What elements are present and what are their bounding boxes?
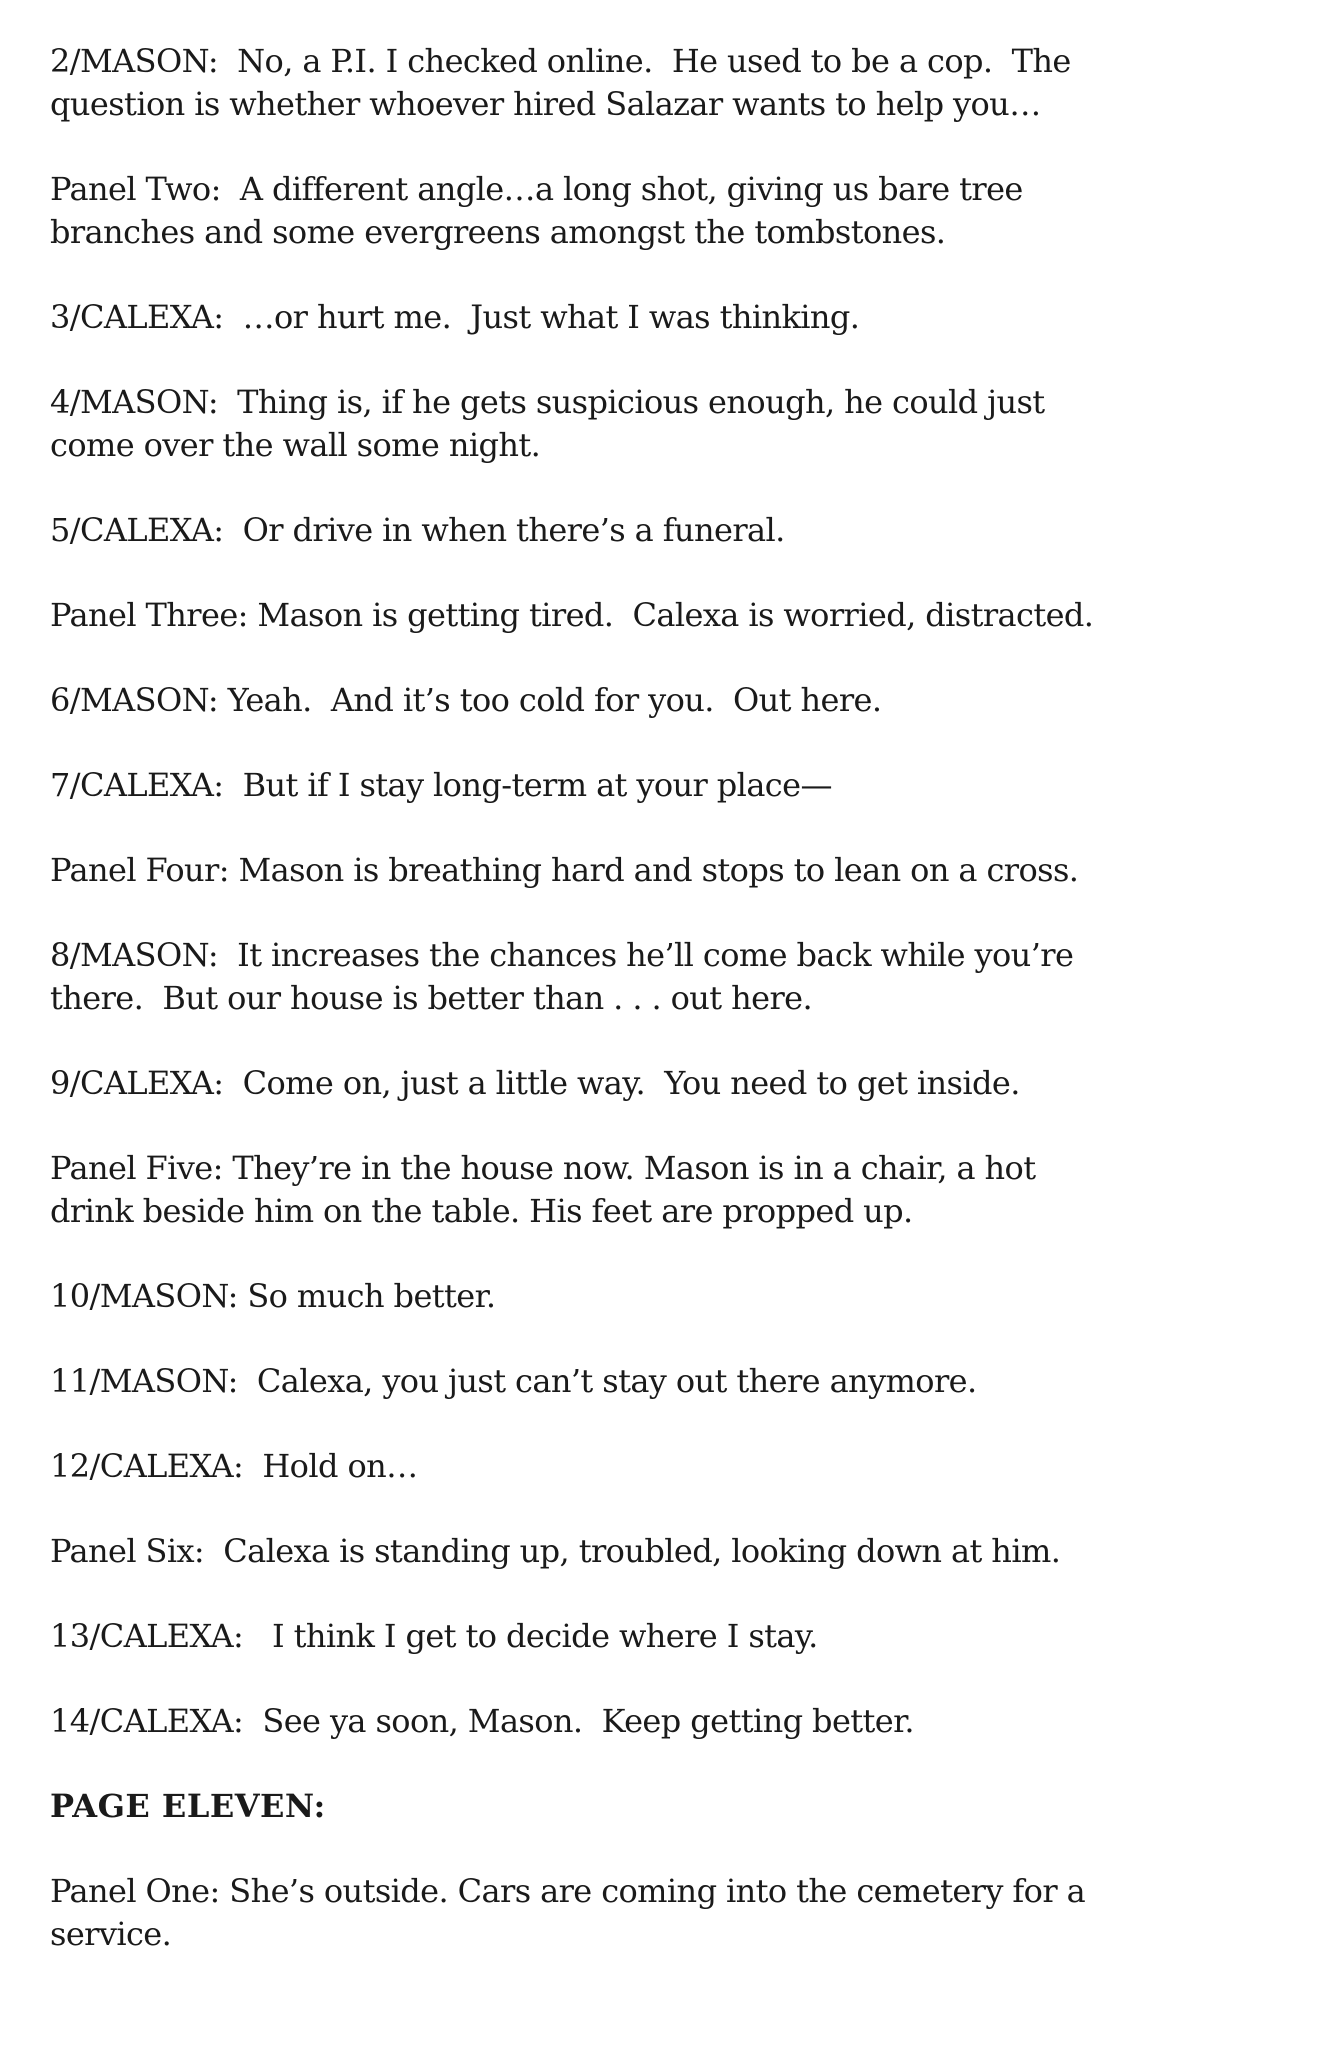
dialogue-line: 5/CALEXA: Or drive in when there’s a funeral.	[50, 511, 785, 549]
dialogue-line: 14/CALEXA: See ya soon, Mason. Keep getting better.	[50, 1702, 914, 1740]
panel-description: Panel One: She’s outside. Cars are coming into the cemetery for a service.	[50, 1872, 1086, 1953]
dialogue-line: 12/CALEXA: Hold on…	[50, 1447, 418, 1485]
dialogue-line: 10/MASON: So much better.	[50, 1277, 496, 1315]
panel-description: Panel Five: They’re in the house now. Mason is in a chair, a hot drink beside him on the table. His feet are propped up.	[50, 1149, 1036, 1230]
panel-description: Panel Six: Calexa is standing up, troubled, looking down at him.	[50, 1532, 1061, 1570]
dialogue-line: 7/CALEXA: But if I stay long-term at your place—	[50, 766, 832, 804]
dialogue-line: 13/CALEXA: I think I get to decide where I stay.	[50, 1617, 818, 1655]
dialogue-line: 8/MASON: It increases the chances he’ll come back while you’re there. But our house is better than . . . out here.	[50, 936, 1074, 1017]
dialogue-line: 9/CALEXA: Come on, just a little way. You need to get inside.	[50, 1064, 1020, 1102]
dialogue-line: 6/MASON: Yeah. And it’s too cold for you. Out here.	[50, 681, 882, 719]
dialogue-line: 2/MASON: No, a P.I. I checked online. He used to be a cop. The question is whether whoever hired Salazar wants to help you…	[50, 42, 1071, 123]
dialogue-line: 3/CALEXA: …or hurt me. Just what I was thinking.	[50, 298, 860, 336]
dialogue-line: 11/MASON: Calexa, you just can’t stay out there anymore.	[50, 1362, 977, 1400]
dialogue-line: 4/MASON: Thing is, if he gets suspicious enough, he could just come over the wall some night.	[50, 383, 1045, 464]
panel-description: Panel Three: Mason is getting tired. Calexa is worried, distracted.	[50, 596, 1094, 634]
panel-description: Panel Four: Mason is breathing hard and stops to lean on a cross.	[50, 851, 1079, 889]
panel-description: Panel Two: A different angle…a long shot, giving us bare tree branches and some evergreens amongst the tombstones.	[50, 170, 1023, 251]
script-body	[50, 40, 1280, 1998]
page-heading: PAGE ELEVEN:	[50, 1787, 326, 1825]
